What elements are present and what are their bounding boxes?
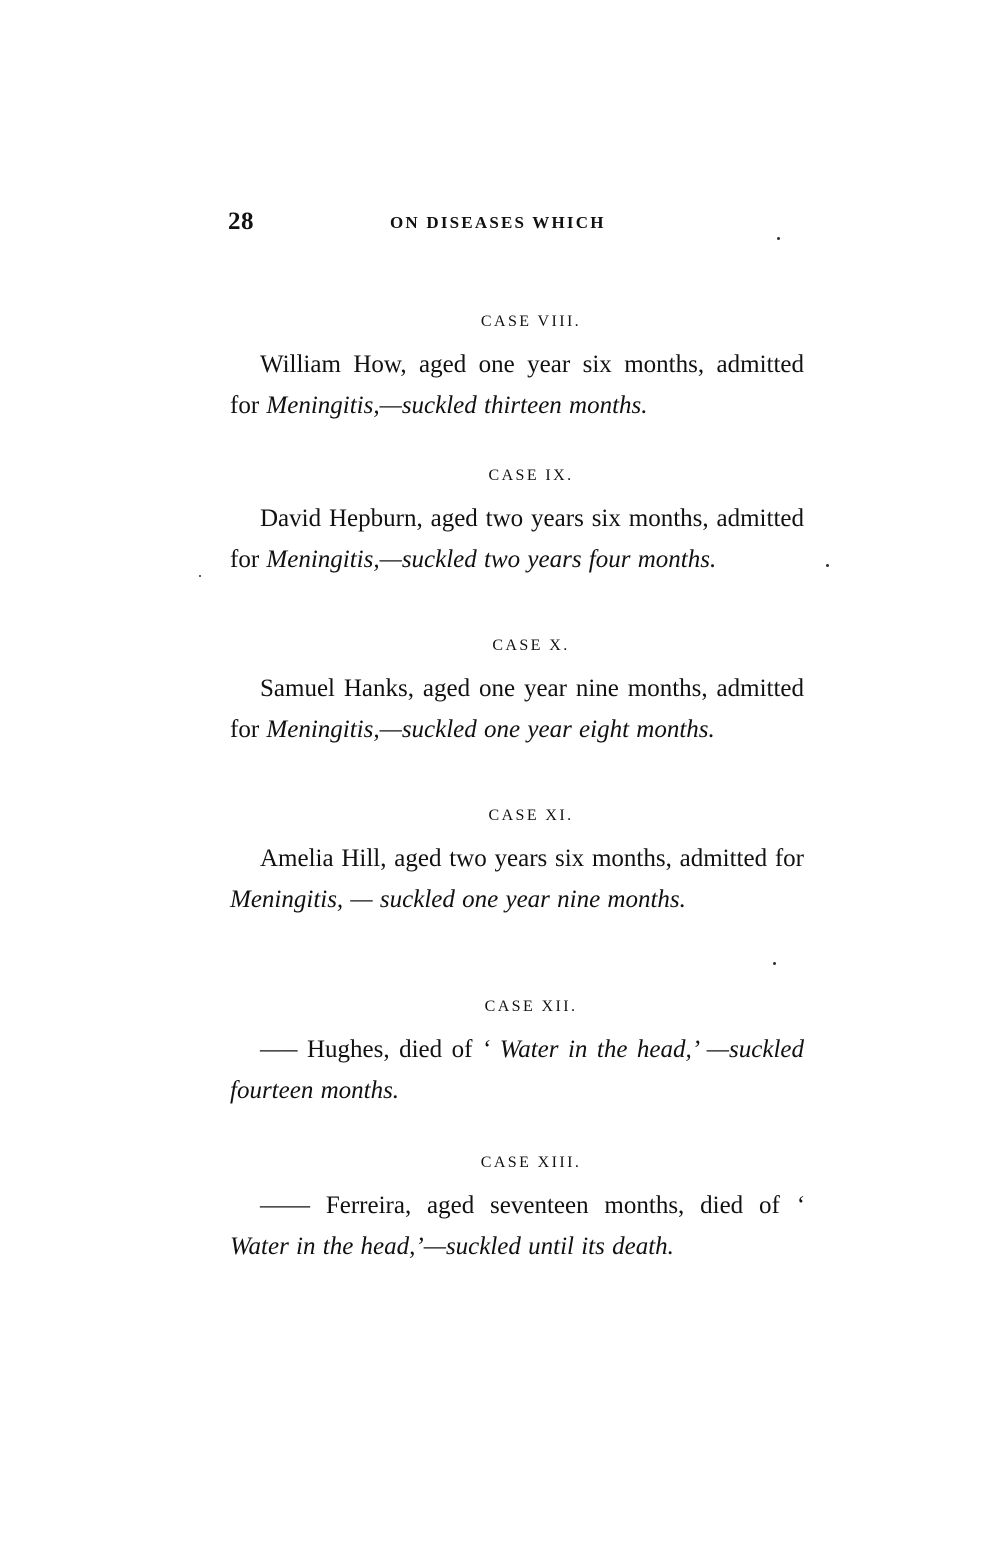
case-text-italic: Meningitis, — suckled one year nine months. [230,886,686,913]
case-paragraph [230,668,804,750]
case-text-roman: —– Hughes, died of [260,1036,482,1063]
case-heading: CASE XIII. [480,1154,582,1171]
case-xii [230,998,804,1111]
page-number: 28 [228,208,254,235]
case-viii [230,313,804,426]
case-paragraph [230,344,804,426]
case-heading: CASE X. [492,637,570,654]
case-text-roman: Samuel Hanks, aged one year nine months, admitted for [230,675,804,743]
case-xiii [230,1154,804,1267]
case-x [230,637,804,750]
case-ix [230,467,804,580]
case-text-italic: Meningitis,—suckled one year eight months. [266,716,715,743]
print-speck [777,237,780,240]
case-paragraph [230,1029,804,1111]
running-head [228,208,808,240]
case-heading: CASE IX. [488,467,574,484]
case-paragraph [230,1185,804,1267]
case-text-italic: Meningitis,—suckled thirteen months. [266,392,648,419]
case-paragraph [230,498,804,580]
print-speck [199,575,201,577]
case-heading: CASE VIII. [480,313,582,330]
case-text-roman: —— Ferreira, aged seventeen months, died of [260,1192,796,1219]
running-title: ON DISEASES WHICH [390,213,606,232]
print-speck [826,564,829,567]
case-text-roman: David Hepburn, aged two years six months, admitted for [230,505,804,573]
case-text-italic: ‘ Water in the head,’ —suckled fourteen months. [230,1036,804,1104]
case-text-italic: ‘ Water in the head,’—suckled until its death. [230,1192,804,1260]
case-heading: CASE XII. [484,998,578,1015]
case-xi [230,807,804,920]
print-speck [773,962,776,965]
case-heading: CASE XI. [488,807,574,824]
case-paragraph [230,838,804,920]
case-text-roman: Amelia Hill, aged two years six months, admitted for [260,845,804,872]
case-text-roman: William How, aged one year six months, admitted for [230,351,804,419]
case-text-italic: Meningitis,—suckled two years four months. [266,546,717,573]
